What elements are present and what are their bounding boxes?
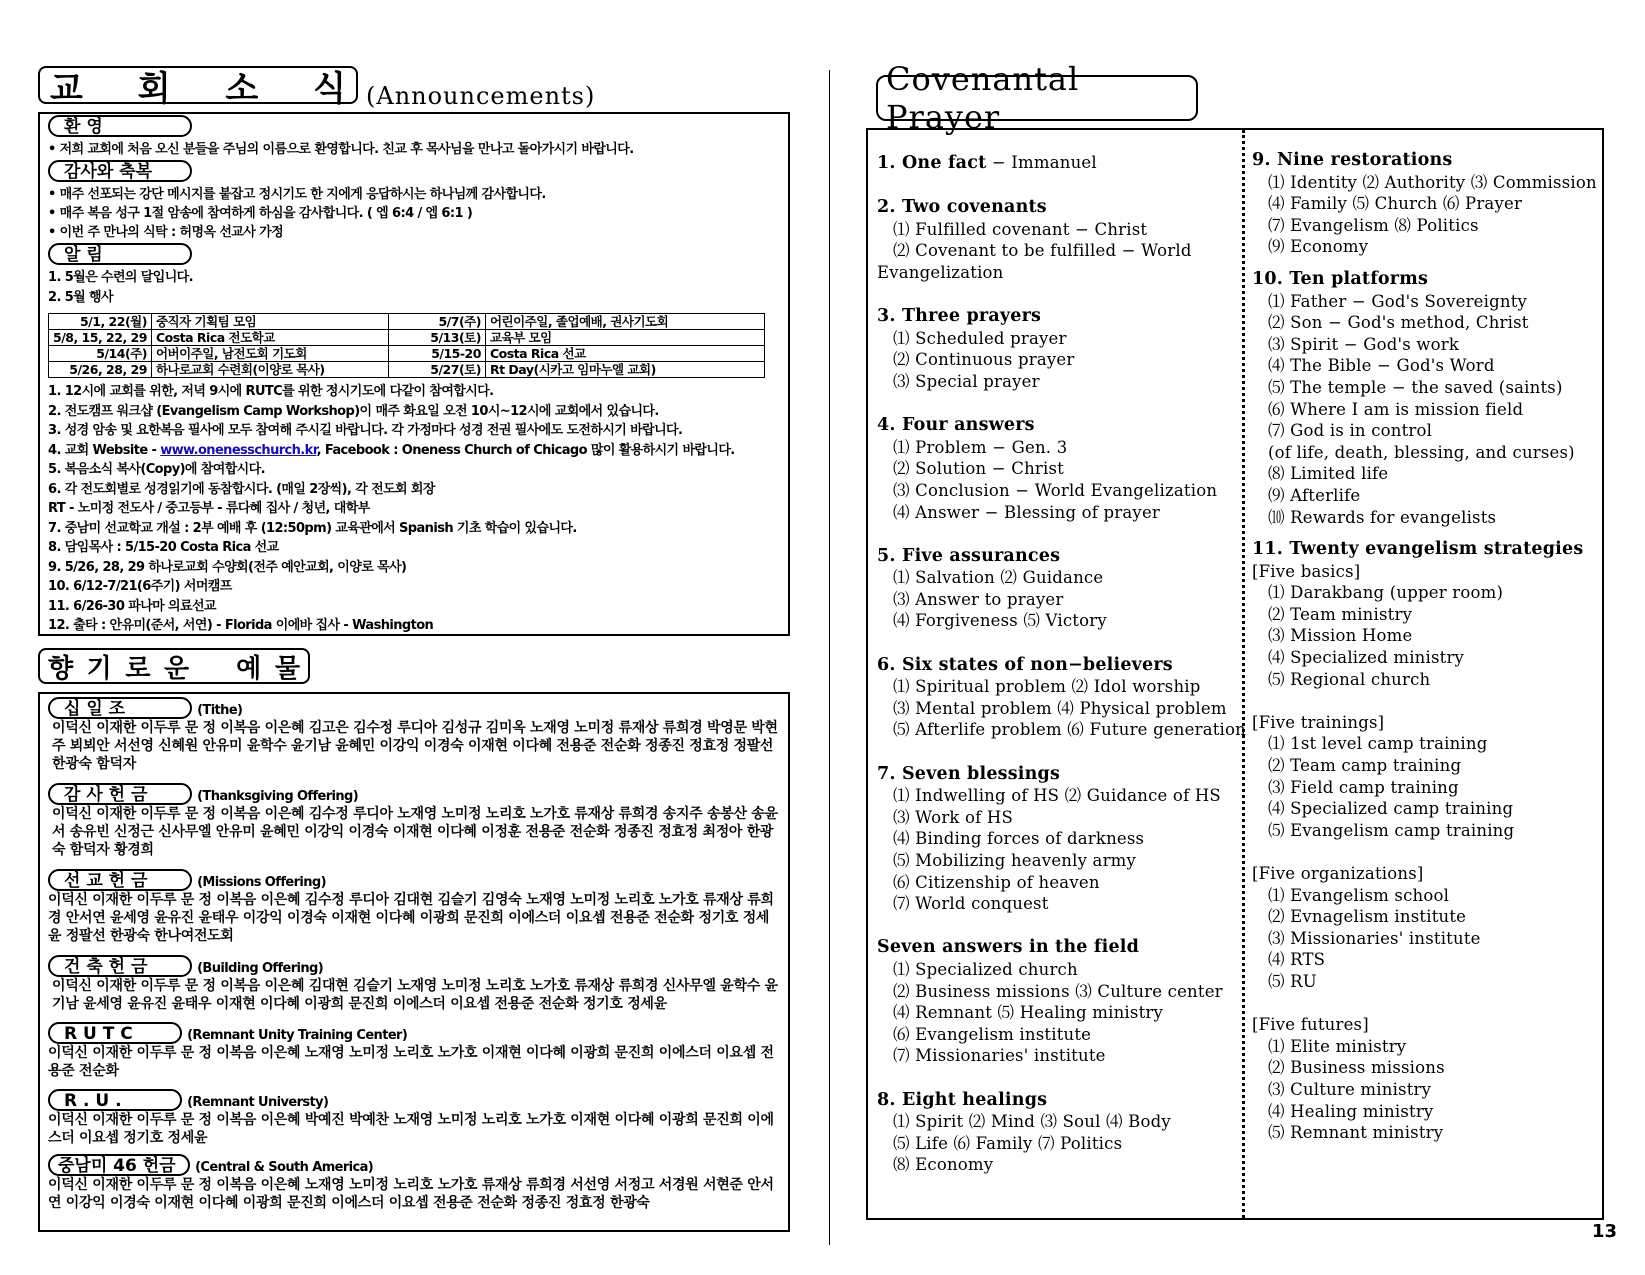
prayer-item: ⑷ Binding forces of darkness	[893, 829, 1145, 849]
prayer-heading	[877, 936, 1246, 959]
thanks-pill: 감사와 축복	[48, 160, 192, 182]
prayer-item: ⑻ Limited life	[1268, 464, 1389, 484]
offering-tithe	[48, 697, 778, 773]
prayer-column-right	[1252, 149, 1597, 1144]
offering-label: (Building Offering)	[197, 961, 324, 976]
heading-text: 6. Six states of non−believers	[877, 654, 1173, 675]
prayer-item: ⑵ Team camp training	[1268, 756, 1462, 776]
notice-item: 5. 복음소식 복사(Copy)에 참여합시다.	[48, 462, 265, 477]
prayer-heading	[877, 196, 1246, 219]
prayer-item: ⑶ Special prayer	[893, 371, 1040, 391]
notice-item-website	[48, 441, 735, 461]
event-name: 교육부 모임	[485, 330, 764, 346]
spacer	[1252, 690, 1597, 712]
offer-title-char: 로	[125, 653, 151, 684]
spacer	[877, 393, 1246, 415]
offering-label: (Central & South America)	[195, 1160, 374, 1175]
prayer-heading	[877, 1089, 1246, 1112]
offering-names: 이덕신 이재한 이두루 문 정 이복음 이은혜 박예진 박예찬 노재영 노미정 노리호 노가호 이재현 이다혜 이광희 문진희 이에스더 이요셉 정기호 정세윤	[48, 1112, 774, 1146]
prayer-item: ⑵ Team ministry	[1268, 604, 1413, 624]
prayer-item: ⑼ Economy	[1268, 237, 1369, 257]
prayer-item: ⑷ Family ⑸ Church ⑹ Prayer	[1268, 194, 1523, 214]
prayer-item: ⑴ Specialized church	[893, 959, 1078, 979]
prayer-item: (of life, death, blessing, and curses)	[1268, 442, 1575, 462]
prayer-line: [Five organizations]	[1252, 864, 1424, 883]
notice-item: 8. 담임목사 : 5/15-20 Costa Rica 선교	[48, 540, 279, 555]
event-date: 5/15-20	[388, 346, 485, 362]
event-name: 어버이주일, 남전도회 기도회	[151, 346, 388, 362]
prayer-heading	[1252, 149, 1597, 172]
heading-text: 4. Four answers	[877, 415, 1035, 436]
heading-text: 8. Eight healings	[877, 1089, 1048, 1110]
notice-intro-1: 1. 5월은 수련의 달입니다.	[48, 270, 193, 285]
prayer-item: ⑸ RU	[1268, 971, 1317, 991]
offer-title-char: 기	[86, 653, 112, 684]
heading-text: 5. Five assurances	[877, 545, 1061, 566]
spacer	[1252, 993, 1597, 1015]
notice-item: 7. 중남미 선교학교 개설 : 2부 예배 후 (12:50pm) 교육관에서 Spanish 기초 학습이 있습니다.	[48, 520, 577, 536]
offering-pill: 선 교 헌 금	[48, 869, 192, 891]
prayer-item: ⑸ Evangelism camp training	[1268, 820, 1515, 840]
offering-label: (Remnant Unity Training Center)	[187, 1028, 408, 1043]
offering-central-south-america	[48, 1154, 778, 1212]
events-table	[48, 313, 765, 378]
notice-item: 2. 전도캠프 워크샵 (Evangelism Camp Workshop)이 매주 화요일 오전 10시~12시에 교회에서 있습니다.	[48, 403, 659, 419]
prayer-heading	[877, 414, 1246, 437]
notice-item: 10. 6/12-7/21(6주기) 서머캠프	[48, 579, 232, 594]
offering-pill: R . U .	[48, 1089, 182, 1111]
prayer-item: ⑷ Answer − Blessing of prayer	[893, 502, 1161, 522]
prayer-item: ⑷ RTS	[1268, 950, 1326, 970]
heading-text: 1. One fact	[877, 153, 987, 173]
notice-item: 9. 5/26, 28, 29 하나로교회 수양회(전주 예안교회, 이양로 목사)	[48, 559, 407, 575]
spacer	[877, 741, 1246, 763]
offering-pill: 십 일 조	[48, 697, 192, 719]
prayer-item: ⑶ Missionaries' institute	[1268, 928, 1481, 948]
notice-items	[48, 382, 735, 636]
offering-label: (Missions Offering)	[197, 875, 326, 890]
prayer-item: ⑴ Fulfilled covenant − Christ	[893, 219, 1148, 239]
spacer	[877, 284, 1246, 306]
prayer-line: [Five trainings]	[1252, 712, 1385, 732]
prayer-line: [Five basics]	[1252, 561, 1361, 581]
prayer-item: ⑶ Field camp training	[1268, 777, 1459, 797]
prayer-heading	[1252, 268, 1597, 291]
offering-pill: 건 축 헌 금	[48, 955, 192, 977]
event-date: 5/1, 22(월)	[49, 314, 152, 330]
prayer-item: ⑼ Afterlife	[1268, 485, 1361, 505]
prayer-item: ⑷ Healing ministry	[1268, 1101, 1434, 1121]
prayer-item: ⑸ Regional church	[1268, 669, 1431, 689]
prayer-item: ⑶ Spirit − God's work	[1268, 334, 1460, 354]
spacer	[877, 175, 1246, 197]
heading-text: Seven answers in the field	[877, 937, 1140, 958]
prayer-item: ⑵ Evnagelism institute	[1268, 907, 1467, 927]
event-name: Rt Day(시카고 임마누엘 교회)	[485, 362, 764, 378]
prayer-item: ⑴ Father − God's Sovereignty	[1268, 291, 1528, 311]
heading-text: 7. Seven blessings	[877, 763, 1061, 784]
prayer-item: ⑷ Specialized camp training	[1268, 799, 1514, 819]
heading-text: 11. Twenty evangelism strategies	[1252, 539, 1584, 560]
prayer-item: ⑺ Missionaries' institute	[893, 1046, 1106, 1066]
event-name: Costa Rica 선교	[485, 346, 764, 362]
event-date: 5/7(주)	[388, 314, 485, 330]
welcome-line: • 저희 교회에 처음 오신 분들을 주님의 이름으로 환영합니다. 친교 후 목사님을 만나고 돌아가시기 바랍니다.	[48, 142, 634, 157]
prayer-item: ⑸ Mobilizing heavenly army	[893, 851, 1137, 870]
spacer	[1252, 258, 1597, 268]
spacer	[1252, 841, 1597, 863]
title-char-2: 회	[137, 68, 171, 109]
prayer-item: ⑻ Economy	[893, 1155, 994, 1175]
prayer-item: ⑹ Citizenship of heaven	[893, 872, 1100, 892]
prayer-heading	[877, 654, 1246, 677]
prayer-item: ⑺ God is in control	[1268, 421, 1433, 441]
offering-missions	[48, 869, 778, 945]
prayer-item: ⑷ Forgiveness ⑸ Victory	[893, 611, 1107, 631]
prayer-item: ⑷ The Bible − God's Word	[1268, 356, 1495, 376]
offering-label: (Remnant Universty)	[187, 1095, 329, 1110]
offering-names: 이덕신 이재한 이두루 문 정 이복음 이은혜 김수정 루디아 김대현 김슬기 김영숙 노재영 노미정 노리호 노가호 류재상 류희경 안서연 윤세영 윤유진 윤태우 이강익 이경숙 이재현 이다혜 이광희 문진희 이에스더 이요셉 전용준 전순화 정기호 정세윤 정팔선 한광숙 한나여전도회	[48, 892, 774, 944]
prayer-item: ⑶ Work of HS	[893, 807, 1014, 827]
prayer-item: ⑸ Afterlife problem ⑹ Future generation	[893, 720, 1246, 740]
thanks-line-2: • 매주 복음 성구 1절 암송에 참여하게 하심을 감사합니다. ( 엡 6:4 / 엡 6:1 )	[48, 206, 473, 221]
prayer-item: ⑵ Covenant to be fulfilled − World	[893, 241, 1192, 261]
notice-item: 1. 12시에 교회를 위한, 저녁 9시에 RUTC를 위한 정시기도에 다같이 참여합시다.	[48, 384, 494, 399]
prayer-item: ⑴ Identity ⑵ Authority ⑶ Commission	[1268, 172, 1597, 192]
prayer-item: ⑴ Evangelism school	[1268, 885, 1450, 905]
prayer-item: ⑴ Problem − Gen. 3	[893, 437, 1068, 457]
prayer-item: ⑵ Continuous prayer	[893, 350, 1075, 370]
heading-detail: − Immanuel	[986, 153, 1097, 172]
prayer-heading	[877, 545, 1246, 568]
event-name: 어린이주일, 졸업예배, 권사기도회	[485, 314, 764, 330]
notice-intro-2: 2. 5월 행사	[48, 290, 113, 305]
prayer-item: ⑹ Evangelism institute	[893, 1024, 1092, 1044]
prayer-item: ⑴ 1st level camp training	[1268, 734, 1488, 754]
events-row	[49, 346, 765, 362]
notice-item: 6. 각 전도회별로 성경읽기에 동참합시다. (매일 2장씩), 각 전도회 회장	[48, 481, 435, 497]
prayer-item: ⑺ World conquest	[893, 894, 1049, 914]
offering-ru	[48, 1089, 778, 1147]
prayer-column-left	[877, 152, 1246, 1176]
offering-names: 이덕신 이재한 이두루 문 정 이복음 이은혜 김대현 김슬기 노재영 노미정 노리호 노가호 류재상 류희경 신사무엘 윤학수 윤기남 윤세영 윤유진 윤태우 이재현 이다혜 이광희 문진희 이에스더 이요셉 전용준 전순화 정기호 정세윤	[52, 978, 778, 1012]
offering-thanksgiving	[48, 783, 778, 859]
prayer-item: ⑶ Mission Home	[1268, 626, 1413, 646]
prayer-item: ⑹ Where I am is mission field	[1268, 399, 1524, 419]
prayer-item: ⑵ Son − God's method, Christ	[1268, 313, 1529, 333]
prayer-item: ⑴ Darakbang (upper room)	[1268, 583, 1504, 603]
spacer	[877, 523, 1246, 545]
event-name: Costa Rica 전도학교	[151, 330, 388, 346]
notice-item: 11. 6/26-30 파나마 의료선교	[48, 598, 216, 614]
notice-pill: 알 림	[48, 243, 192, 265]
prayer-item: ⑸ The temple − the saved (saints)	[1268, 377, 1563, 397]
offering-pill: 중남미 46 헌금	[48, 1154, 190, 1176]
title-char-1: 교	[50, 68, 83, 109]
event-date: 5/13(토)	[388, 330, 485, 346]
events-row	[49, 330, 765, 346]
offerings-title-box	[38, 648, 310, 684]
offering-label: (Thanksgiving Offering)	[197, 789, 359, 804]
events-row	[49, 314, 765, 330]
offer-title-char: 운	[163, 653, 190, 684]
website-prefix: 4. 교회 Website -	[48, 442, 161, 458]
prayer-item: ⑴ Spiritual problem ⑵ Idol worship	[893, 677, 1201, 697]
prayer-item: ⑴ Spirit ⑵ Mind ⑶ Soul ⑷ Body	[893, 1112, 1171, 1132]
heading-text: 9. Nine restorations	[1252, 150, 1453, 170]
prayer-item: ⑽ Rewards for evangelists	[1268, 507, 1497, 527]
prayer-item: ⑷ Remnant ⑸ Healing ministry	[893, 1003, 1164, 1023]
prayer-item: ⑶ Answer to prayer	[893, 589, 1064, 609]
prayer-item: ⑷ Specialized ministry	[1268, 648, 1465, 668]
notice-item: RT - 노미정 전도사 / 중고등부 - 류다혜 집사 / 청년, 대학부	[48, 501, 370, 516]
website-link[interactable]: www.onenesschurch.kr	[160, 442, 317, 458]
prayer-line: [Five futures]	[1252, 1015, 1369, 1035]
prayer-item: ⑴ Indwelling of HS ⑵ Guidance of HS	[893, 786, 1221, 806]
prayer-item: ⑶ Culture ministry	[1268, 1079, 1432, 1099]
spacer	[877, 915, 1246, 937]
offering-names: 이덕신 이재한 이두루 문 정 이복음 이은혜 김고은 김수정 루디아 김성규 김미옥 노재영 노미정 류재상 류희경 박영문 박현주 뵈뵈안 서선영 신혜원 안유미 윤학수 윤기남 윤혜민 이강익 이경숙 이재현 이다혜 전용준 전순화 정종진 정효정 정팔선 한광숙 함덕자	[52, 720, 778, 772]
page-divider	[829, 70, 830, 1245]
covenantal-prayer-title: Covenantal Prayer	[876, 75, 1198, 121]
welcome-pill: 환 영	[48, 115, 192, 137]
offering-rutc	[48, 1022, 778, 1080]
event-name: 하나로교회 수련회(이양로 목사)	[151, 362, 388, 378]
prayer-item: ⑵ Business missions ⑶ Culture center	[893, 981, 1223, 1001]
event-name: 중직자 기획팀 모임	[151, 314, 388, 330]
website-suffix: , Facebook : Oneness Church of Chicago 많이 활용하시기 바랍니다.	[316, 442, 735, 458]
prayer-item: ⑴ Elite ministry	[1268, 1036, 1407, 1056]
offer-title-char: 향	[48, 653, 74, 684]
prayer-item: ⑴ Scheduled prayer	[893, 328, 1067, 348]
event-date: 5/26, 28, 29	[49, 362, 152, 378]
spacer	[877, 632, 1246, 654]
prayer-item: ⑶ Mental problem ⑷ Physical problem	[893, 698, 1227, 718]
prayer-heading	[877, 763, 1246, 786]
prayer-line: Evangelization	[877, 262, 1004, 282]
announcements-subtitle: (Announcements)	[366, 82, 596, 110]
title-char-4: 식	[313, 68, 346, 109]
event-date: 5/8, 15, 22, 29	[49, 330, 152, 346]
prayer-heading	[877, 305, 1246, 328]
offering-names: 이덕신 이재한 이두루 문 정 이복음 이은혜 노재영 노미정 노리호 노가호 류재상 류희경 서선영 서정고 서경원 서현준 안서연 이강익 이경숙 이재현 이다혜 이광희 문진희 이에스더 이요셉 전용준 전순화 정종진 정효정 한광숙	[48, 1177, 774, 1211]
prayer-item: ⑸ Life ⑹ Family ⑺ Politics	[893, 1133, 1123, 1153]
thanks-line-1: • 매주 선포되는 강단 메시지를 붙잡고 정시기도 한 지에게 응답하시는 하나님께 감사합니다.	[48, 187, 546, 202]
event-date: 5/27(토)	[388, 362, 485, 378]
prayer-item: ⑵ Solution − Christ	[893, 459, 1064, 479]
offering-pill: 감 사 헌 금	[48, 783, 192, 805]
offer-title-char: 물	[274, 653, 300, 684]
prayer-item: ⑸ Remnant ministry	[1268, 1123, 1444, 1143]
thanks-line-3: • 이번 주 만나의 식탁 : 허명옥 선교사 가정	[48, 225, 284, 240]
heading-text: 2. Two covenants	[877, 197, 1047, 218]
prayer-item: ⑶ Conclusion − World Evangelization	[893, 480, 1218, 500]
heading-text: 3. Three prayers	[877, 306, 1042, 327]
prayer-heading	[877, 152, 1246, 175]
prayer-item: ⑴ Salvation ⑵ Guidance	[893, 568, 1104, 588]
notice-item: 3. 성경 암송 및 요한복음 필사에 모두 참여해 주시길 바랍니다. 각 가정마다 성경 전권 필사에도 도전하시기 바랍니다.	[48, 423, 683, 438]
announcements-title-box	[38, 66, 358, 109]
offer-title-char: 예	[236, 653, 262, 684]
spacer	[877, 1067, 1246, 1089]
page-number: 13	[1592, 1221, 1618, 1242]
heading-text: 10. Ten platforms	[1252, 268, 1428, 289]
spacer	[1252, 528, 1597, 538]
title-char-3: 소	[225, 68, 259, 109]
prayer-item: ⑺ Evangelism ⑻ Politics	[1268, 215, 1479, 235]
notice-item: 12. 출타 : 안유미(준서, 서연) - Florida 이에바 집사 - Washington	[48, 618, 434, 633]
events-row	[49, 362, 765, 378]
event-date: 5/14(주)	[49, 346, 152, 362]
prayer-item: ⑵ Business missions	[1268, 1058, 1445, 1078]
offering-names: 이덕신 이재한 이두루 문 정 이복음 이은혜 노재영 노미정 노리호 노가호 이재현 이다혜 이광희 문진희 이에스더 이요셉 전용준 전순화	[48, 1045, 774, 1079]
offering-names: 이덕신 이재한 이두루 문 정 이복음 이은혜 김수정 루디아 노재영 노미정 노리호 노가호 류재상 류희경 송지주 송봉산 송윤서 송유빈 신정근 신사무엘 안유미 윤혜민 이강익 이경숙 이재현 이다혜 이정훈 전용준 전순화 정종진 정효정 최정아 한광숙 함덕자 황경희	[52, 806, 778, 858]
prayer-heading	[1252, 538, 1597, 561]
offering-building	[48, 955, 778, 1013]
offering-label: (Tithe)	[197, 703, 243, 718]
offering-pill: R U T C	[48, 1022, 182, 1044]
